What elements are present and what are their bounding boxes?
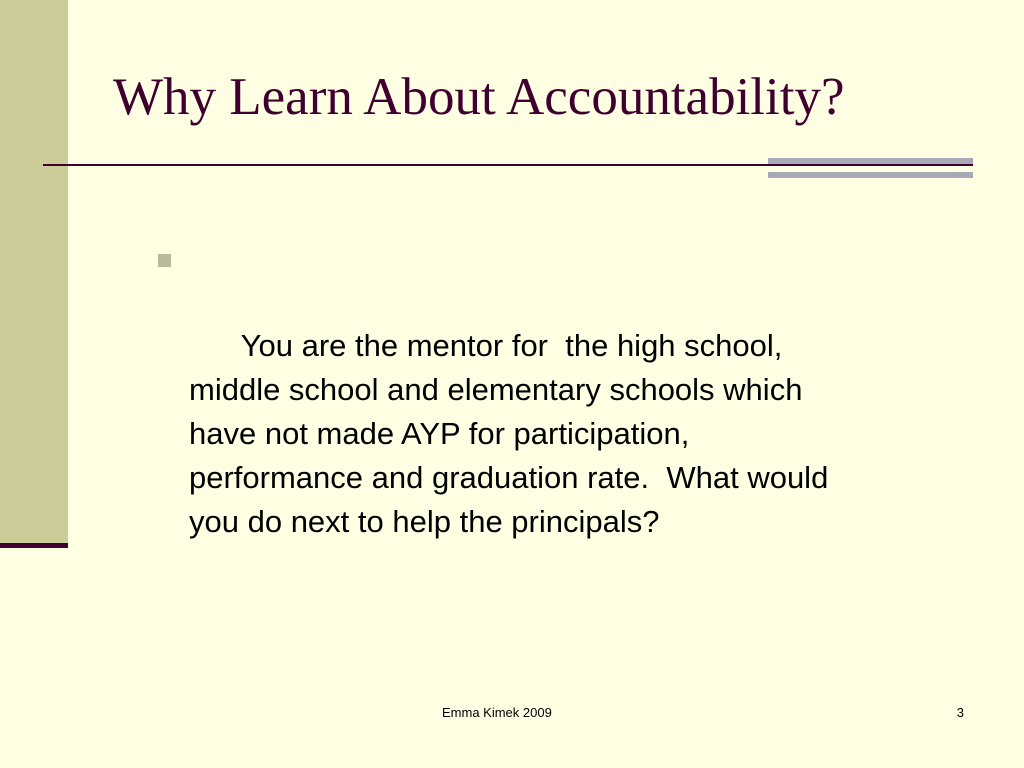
accent-stripe-bottom — [768, 172, 973, 178]
slide-title: Why Learn About Accountability? — [113, 68, 845, 126]
square-bullet-icon — [158, 254, 171, 267]
bullet-item — [158, 236, 968, 588]
bullet-list — [158, 236, 968, 588]
left-decorative-band — [0, 0, 68, 547]
page-number: 3 — [956, 705, 964, 720]
footer-text: Emma Kimek 2009 — [442, 705, 552, 720]
bullet-text: You are the mentor for the high school, middle school and elementary schools which have not made AYP for participation, performance and graduation rate. What would you do next to help the principals? — [189, 328, 829, 539]
accent-stripe-top — [768, 158, 973, 164]
left-band-underline — [0, 543, 68, 548]
title-accent-bar — [768, 158, 973, 178]
